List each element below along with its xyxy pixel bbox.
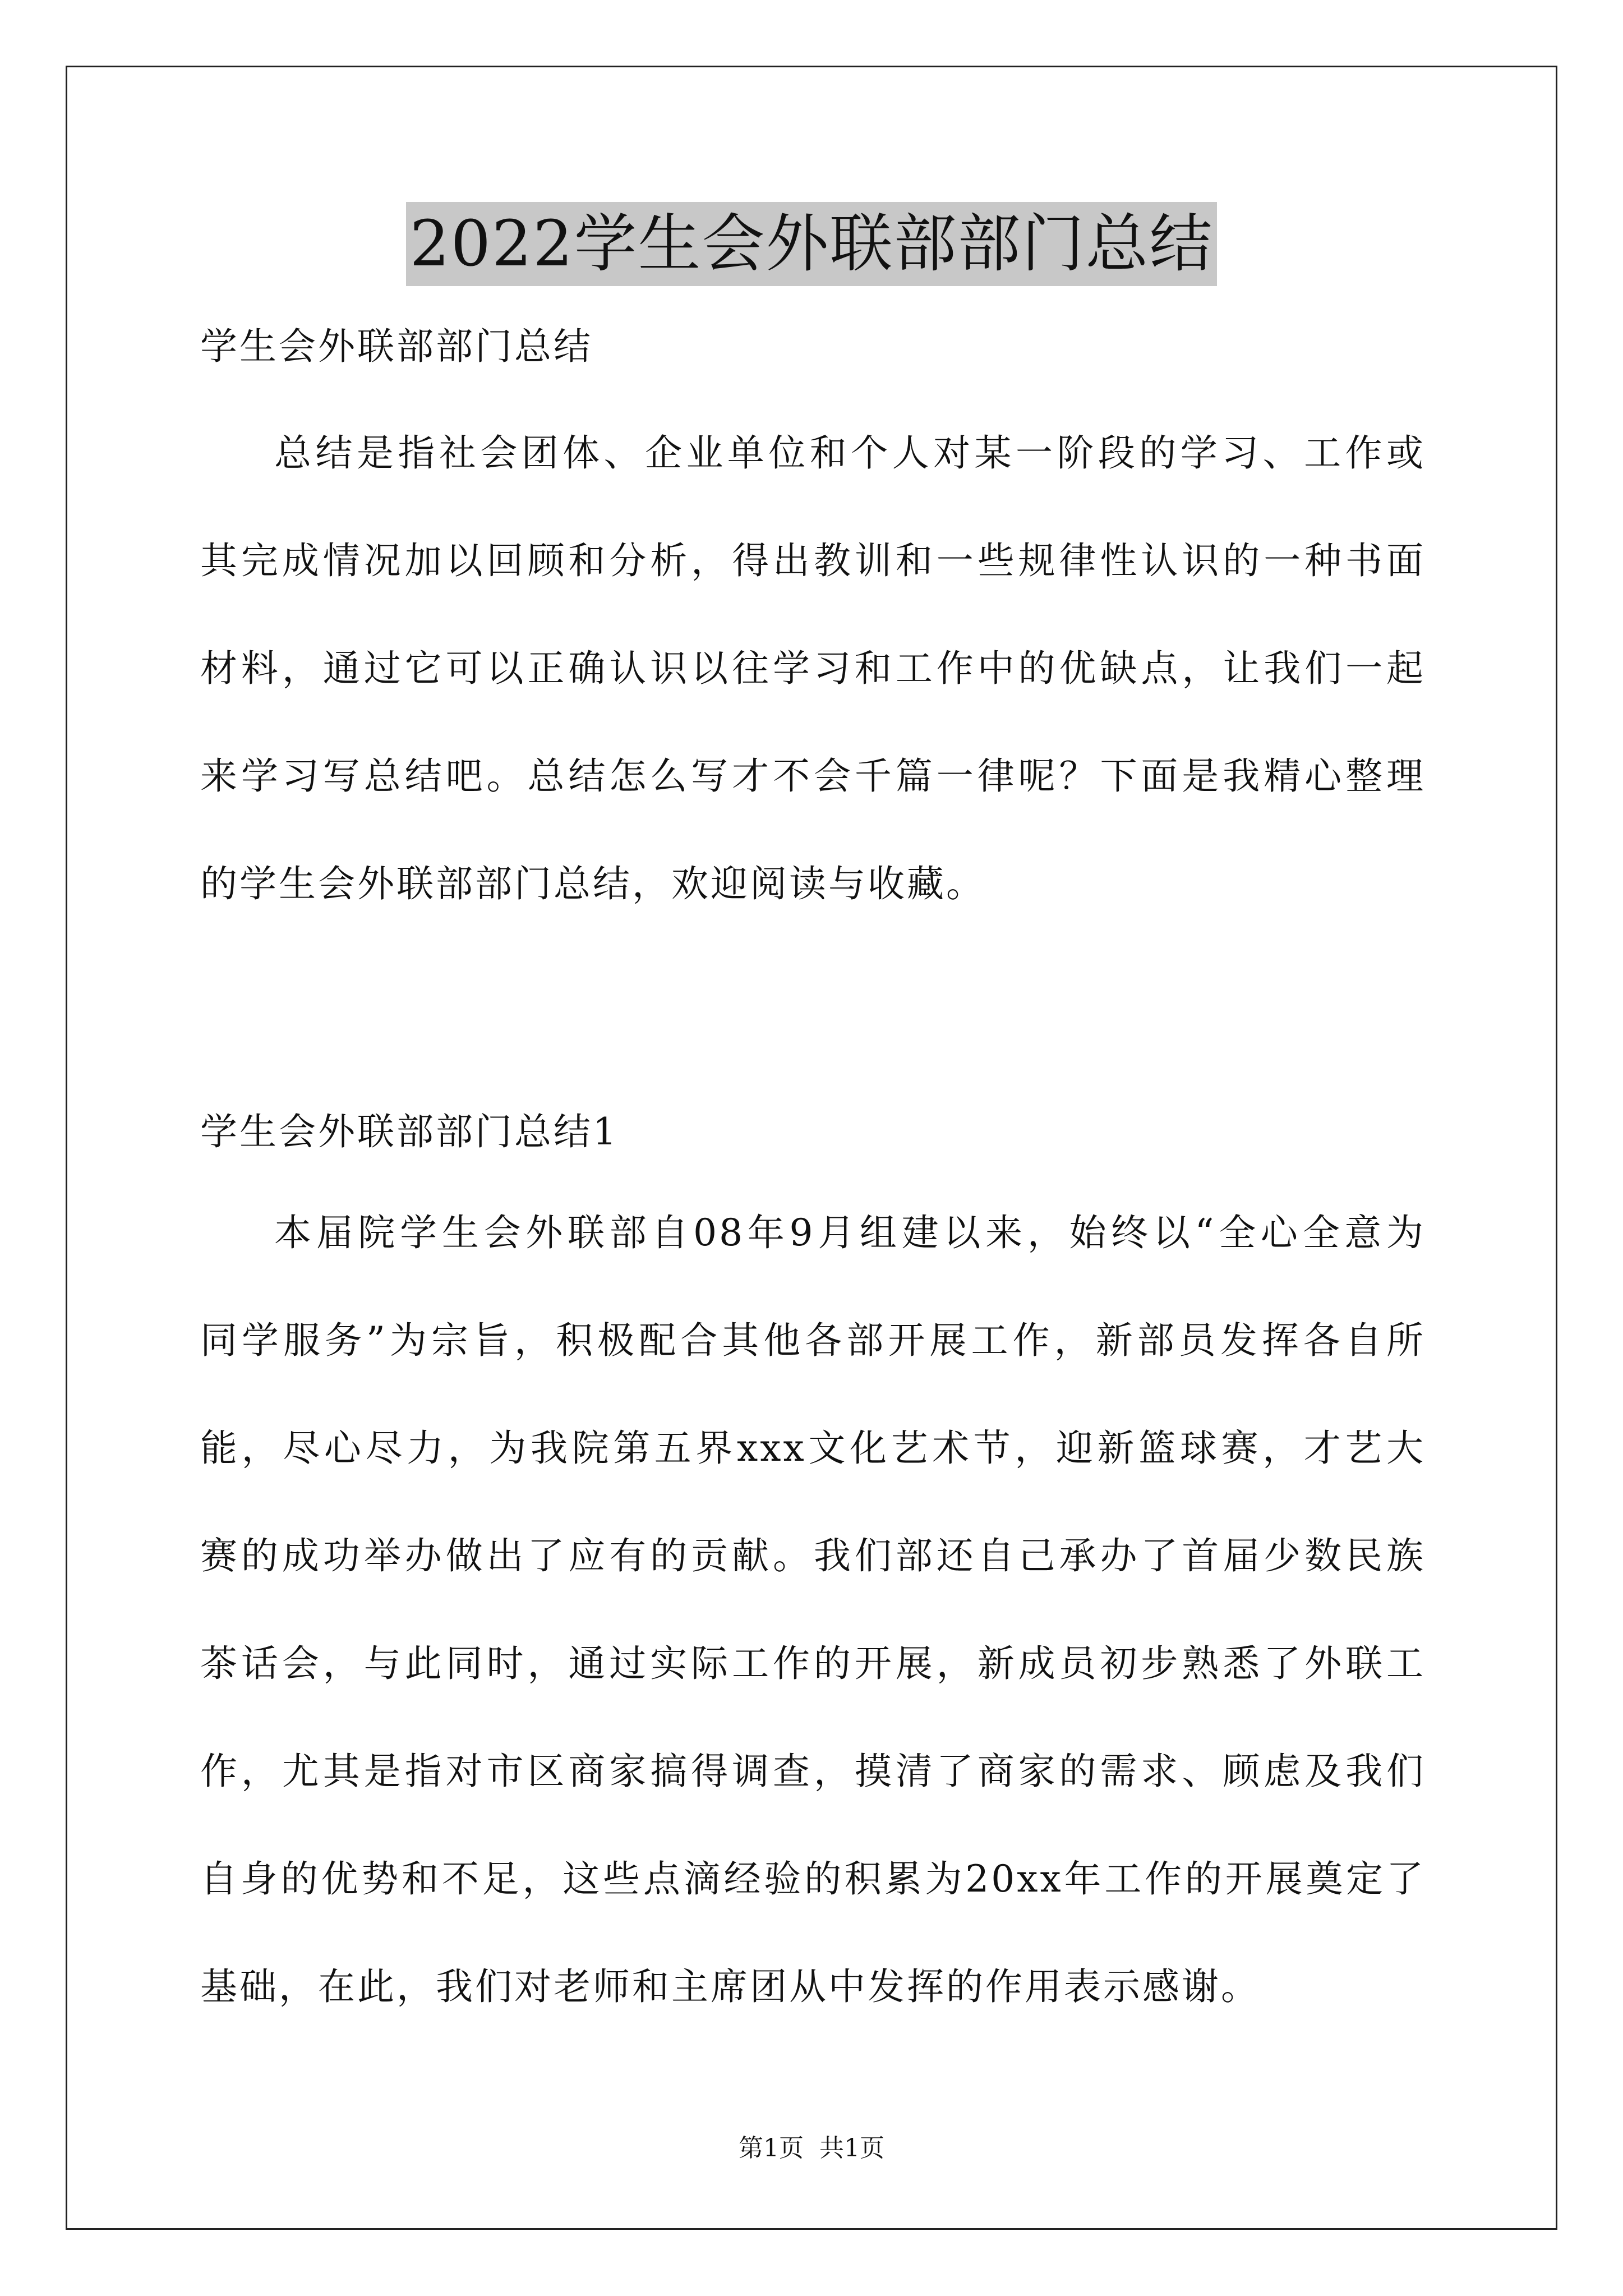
paragraph-line: 同学服务”为宗旨，积极配合其他各部开展工作，新部员发挥各自所 — [200, 1319, 1426, 1362]
section-heading: 学生会外联部部门总结 — [200, 325, 593, 368]
page-total: 共1页 — [819, 2134, 884, 2162]
intro-paragraph — [200, 426, 1426, 911]
section-1-paragraph — [200, 1206, 1426, 2014]
paragraph-line: 能，尽心尽力，为我院第五界xxx文化艺术节，迎新篮球赛，才艺大 — [200, 1427, 1426, 1470]
paragraph-line: 总结是指社会团体、企业单位和个人对某一阶段的学习、工作或 — [274, 431, 1426, 475]
paragraph-line: 赛的成功举办做出了应有的贡献。我们部还自己承办了首届少数民族 — [200, 1534, 1426, 1577]
paragraph-line: 其完成情况加以回顾和分析，得出教训和一些规律性认识的一种书面 — [200, 539, 1426, 582]
paragraph-line: 材料，通过它可以正确认识以往学习和工作中的优缺点，让我们一起 — [200, 647, 1426, 690]
page-number: 第1页 — [739, 2134, 804, 2162]
paragraph-line: 自身的优势和不足，这些点滴经验的积累为20xx年工作的开展奠定了 — [200, 1857, 1426, 1901]
document-title: 2022学生会外联部部门总结 — [406, 202, 1216, 286]
section-heading: 学生会外联部部门总结1 — [200, 1110, 619, 1153]
paragraph-line: 来学习写总结吧。总结怎么写才不会千篇一律呢？下面是我精心整理 — [200, 754, 1426, 798]
paragraph-line: 作，尤其是指对市区商家搞得调查，摸清了商家的需求、顾虑及我们 — [200, 1750, 1426, 1793]
title-container — [0, 202, 1623, 286]
heading-2 — [200, 1105, 1426, 1159]
page-footer — [0, 2132, 1623, 2165]
heading-1 — [200, 320, 1426, 374]
paragraph-line: 本届院学生会外联部自08年9月组建以来，始终以“全心全意为 — [274, 1211, 1426, 1254]
paragraph-line: 的学生会外联部部门总结，欢迎阅读与收藏。 — [200, 862, 985, 905]
paragraph-line: 茶话会，与此同时，通过实际工作的开展，新成员初步熟悉了外联工 — [200, 1642, 1426, 1685]
paragraph-line: 基础，在此，我们对老师和主席团从中发挥的作用表示感谢。 — [200, 1965, 1260, 2008]
